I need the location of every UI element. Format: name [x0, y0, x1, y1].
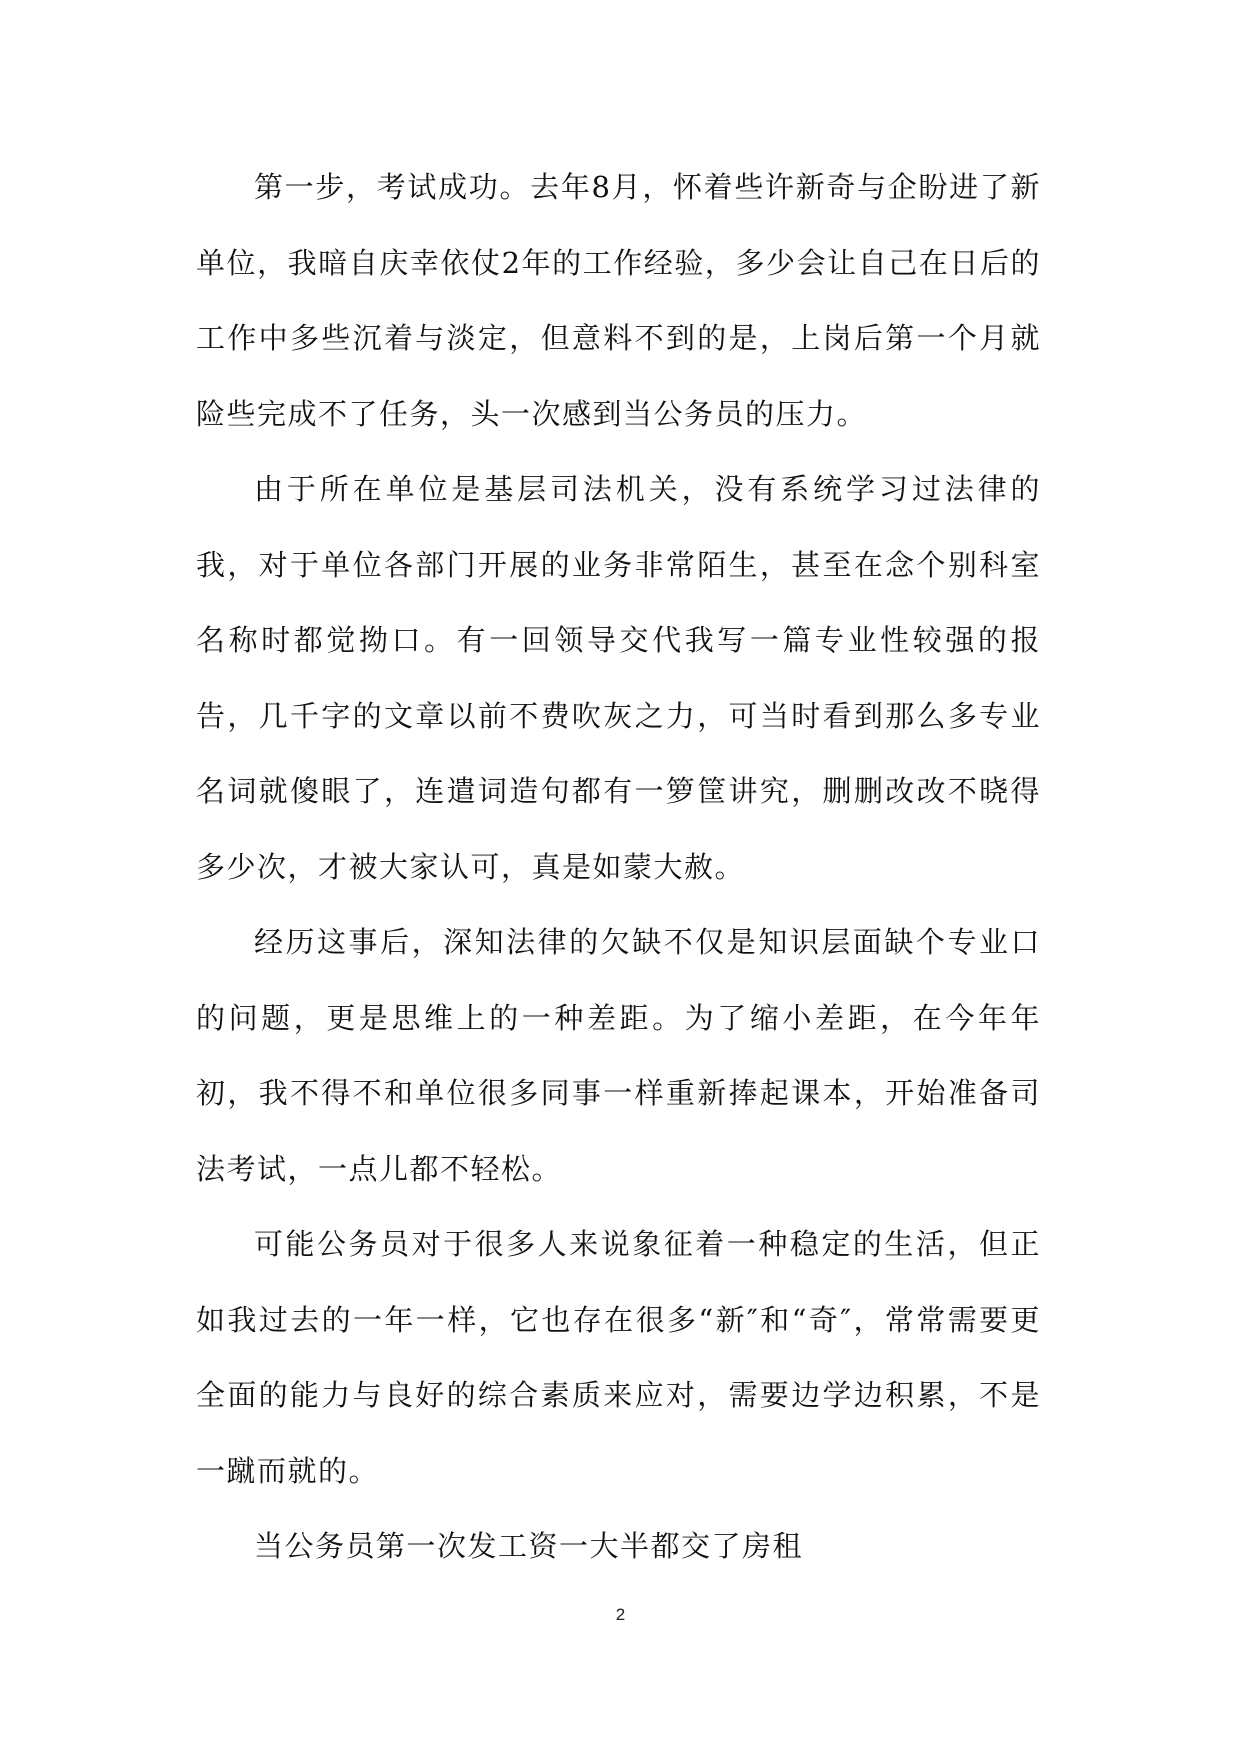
paragraph-law-gap: 经历这事后，深知法律的欠缺不仅是知识层面缺个专业口的问题，更是思维上的一种差距。为了缩小差距，在今年年初，我不得不和单位很多同事一样重新捧起课本，开始准备司法考试，一点儿都不轻松。 [196, 925, 1041, 1186]
paragraph-judicial-unit: 由于所在单位是基层司法机关，没有系统学习过法律的我，对于单位各部门开展的业务非常陌生，甚至在念个别科室名称时都觉拗口。有一回领导交代我写一篇专业性较强的报告，几千字的文章以前不费吹灰之力，可当时看到那么多专业名词就傻眼了，连遣词造句都有一箩筐讲究，删删改改不晓得多少次，才被大家认可，真是如蒙大赦。 [196, 472, 1041, 884]
document-body [196, 150, 1041, 1585]
page-number: 2 [615, 1605, 626, 1624]
paragraph-civil-servant-life: 可能公务员对于很多人来说象征着一种稳定的生活，但正如我过去的一年一样，它也存在很多“新″和“奇″，常常需要更全面的能力与良好的综合素质来应对，需要边学边积累，不是一蹴而就的。 [196, 1227, 1041, 1488]
paragraph-exam-success: 第一步，考试成功。去年8月，怀着些许新奇与企盼进了新单位，我暗自庆幸依仗2年的工作经验，多少会让自己在日后的工作中多些沉着与淡定，但意料不到的是，上岗后第一个月就险些完成不了任务，头一次感到当公务员的压力。 [196, 170, 1041, 431]
paragraph-first-salary: 当公务员第一次发工资一大半都交了房租 [254, 1529, 804, 1563]
